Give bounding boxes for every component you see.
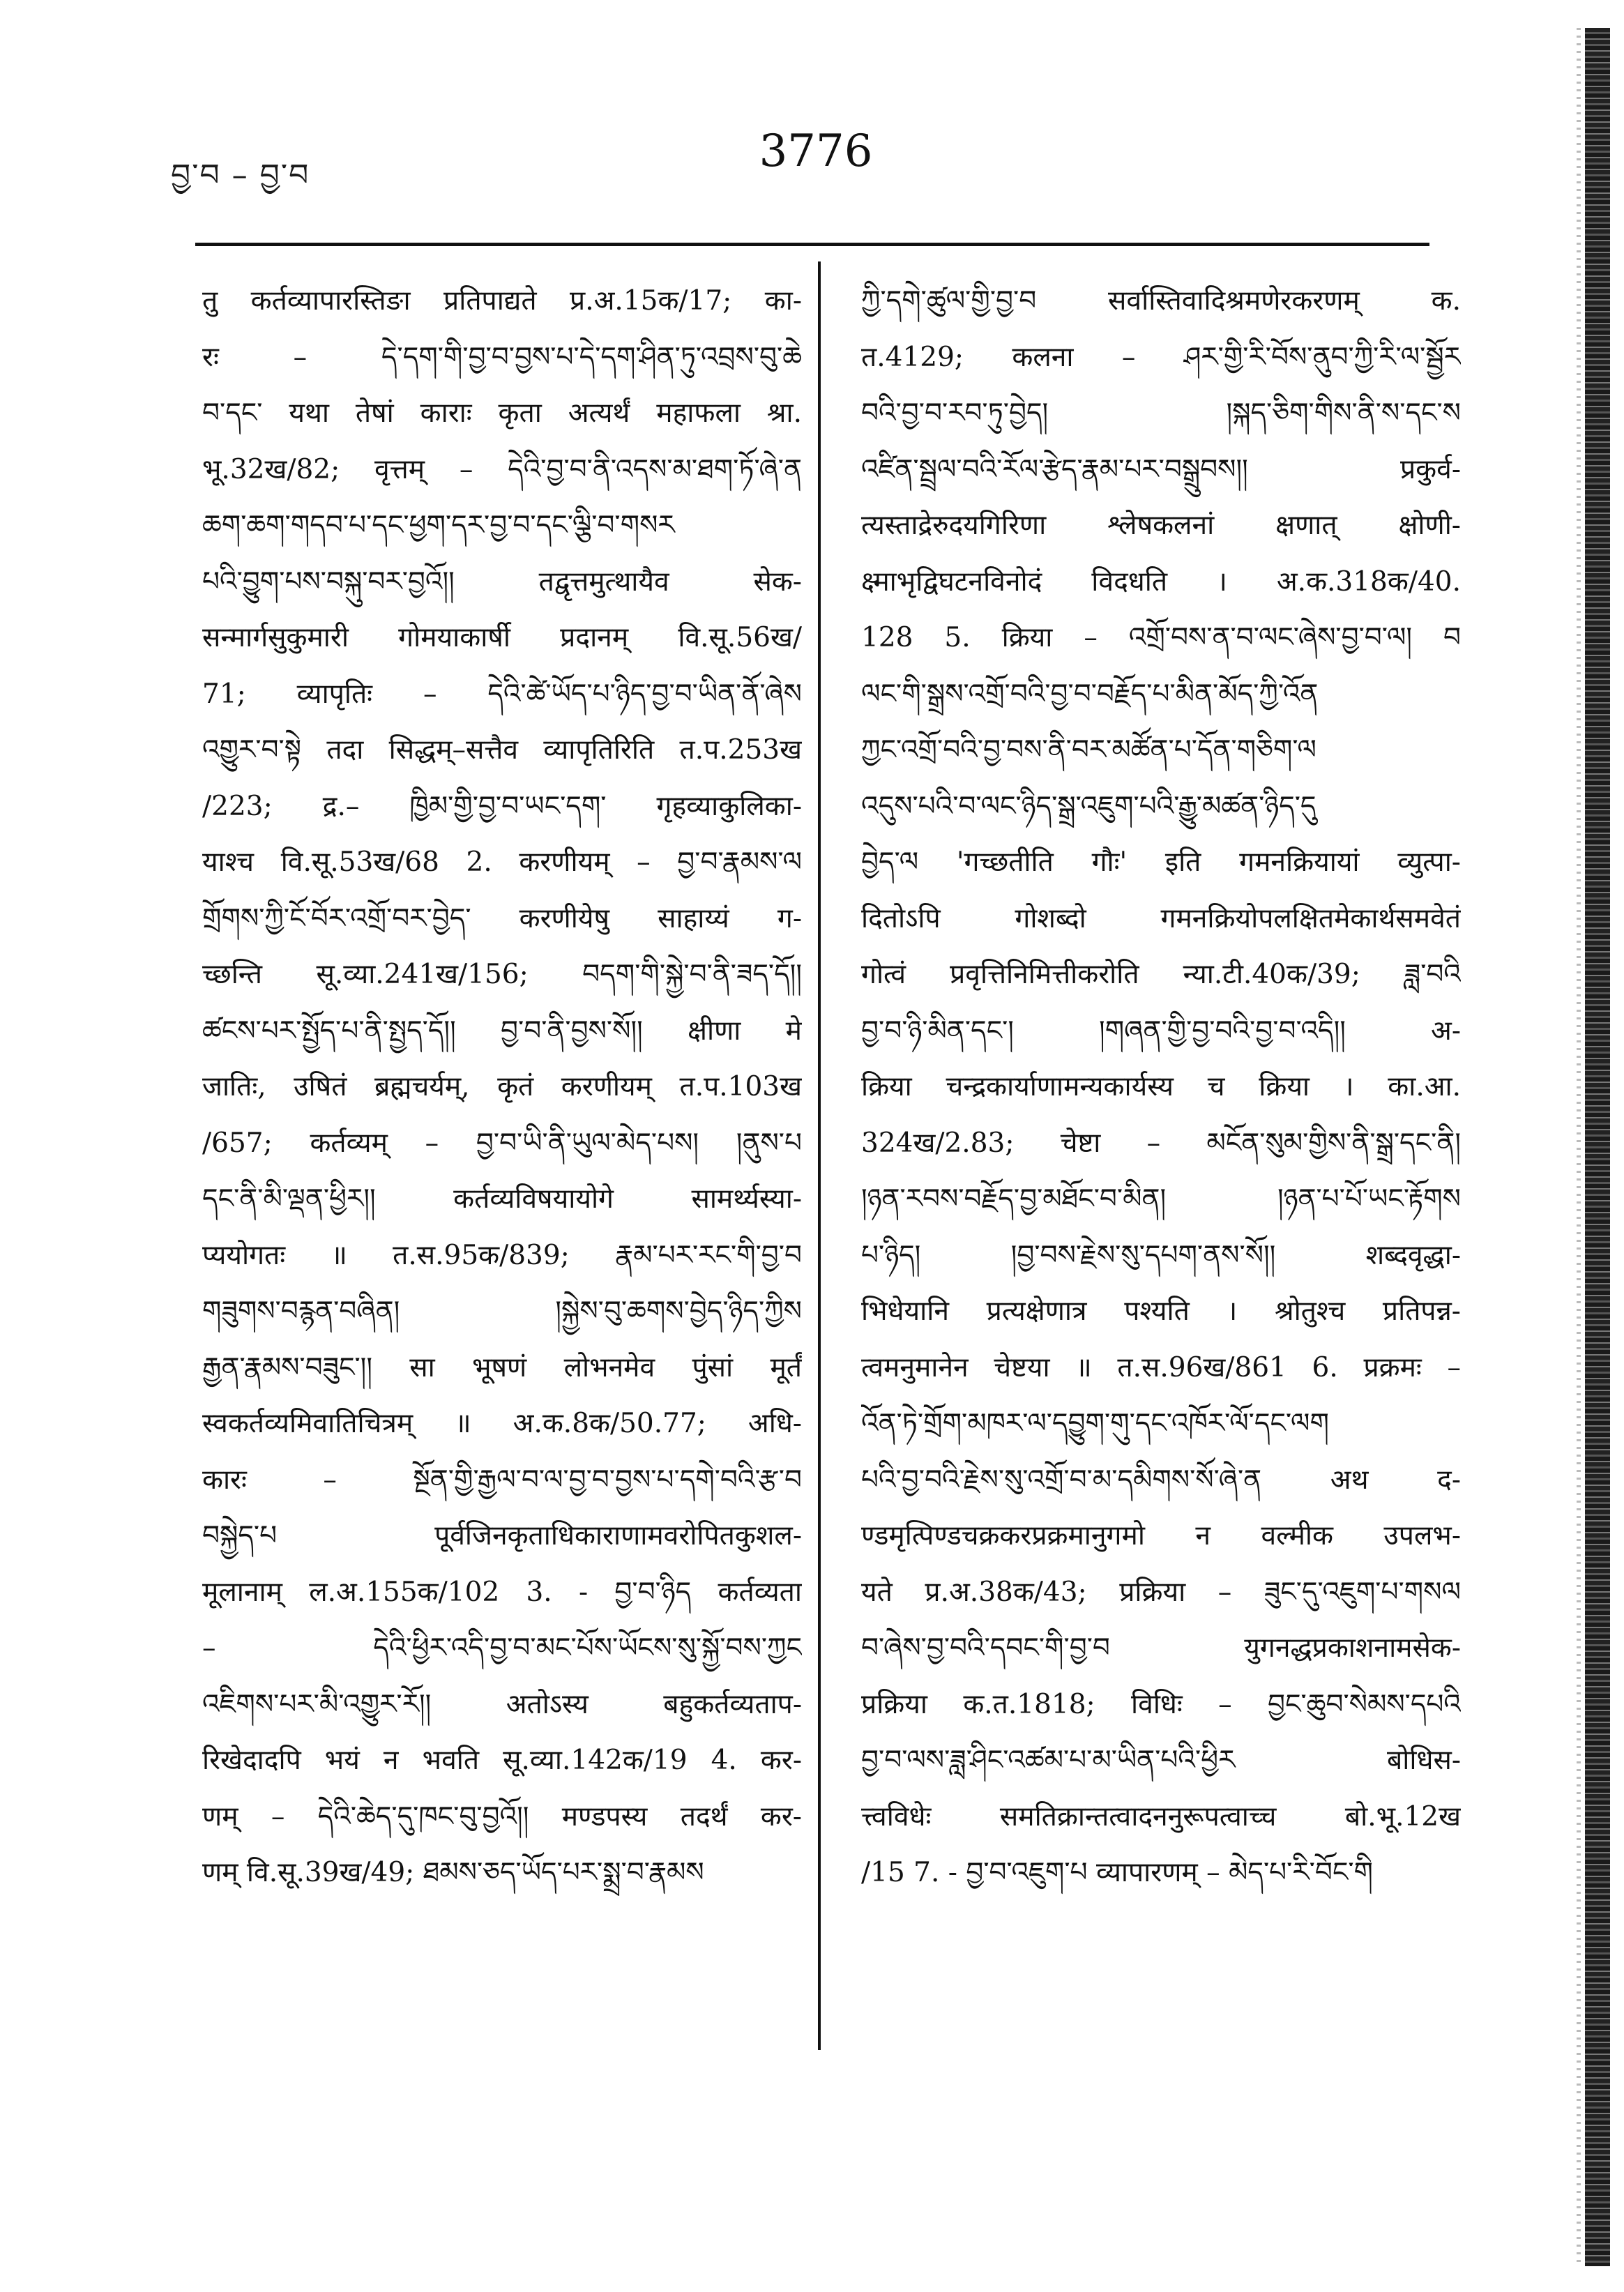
text-line: णम् – དེའི་ཆེད་དུ་ཁང་བུ་བྱའོ།། मण्डपस्य तदर्थं कर-	[202, 1800, 802, 1832]
text-line: རྒྱན་རྣམས་བཟུང་།། सा भूषणं लोभनमेव पुंसां मूर्तं	[202, 1351, 802, 1383]
text-line: 71; व्यापृतिः – དེའི་ཚེ་ཡོད་པ་ཉིད་བྱ་བ་ཡིན་ནོ་ཞེས	[202, 678, 802, 710]
text-line: कारः – སྔོན་གྱི་རྒྱལ་བ་ལ་བྱ་བ་བྱས་པ་དགེ་བའི་རྩ་བ	[202, 1464, 802, 1496]
text-line: प्ययोगतः ॥ त.स.95क/839; རྣམ་པར་རང་གི་བྱ་བ	[202, 1239, 802, 1271]
text-line: त्त्वविधेः समतिक्रान्तत्वादननुरूपत्वाच्च बो.भू.12ख	[861, 1800, 1461, 1832]
text-line: त.4129; कलना – ཤར་གྱི་རི་བོས་ནུབ་ཀྱི་རི་ལ་སྦྱོར	[861, 341, 1461, 373]
text-line: तु कर्तव्यापारस्तिङा प्रतिपाद्यते प्र.अ.15क/17; का-	[202, 285, 802, 317]
text-line: བསྐྱེད་པ पूर्वजिनकृताधिकाराणामवरोपितकुशल-	[202, 1520, 802, 1551]
text-line: त्यस्ताद्रेरुदयगिरिणा श्लेषकलनां क्षणात् क्षोणी-	[861, 510, 1461, 541]
text-line: འཛིན་སྦྲལ་བའི་རོལ་རྩེད་རྣམ་པར་བསྒྲུབས།། प्रकुर्व-	[861, 453, 1461, 485]
text-line: /223; द्र.– ཁྱིམ་གྱི་བྱ་བ་ཡང་དག་ गृहव्याकुलिका-	[202, 790, 802, 822]
text-line: रिखेदादपि भयं न भवति सू.व्या.142क/19 4. कर-	[202, 1745, 802, 1776]
text-line: ཆག་ཆག་གདབ་པ་དང་ཕྱག་དར་བྱ་བ་དང་ལྕི་བ་གསར	[202, 510, 675, 541]
text-line: /657; कर्तव्यम् – བྱ་བ་ཡི་ནི་ཡུལ་མེད་པས། །ནུས་པ	[202, 1127, 802, 1159]
text-line: བྱ་བ་ལས་ཟླ་ཤིང་འཚམ་པ་མ་ཡིན་པའི་ཕྱིར बोधिस-	[861, 1745, 1461, 1776]
scanned-page-edge	[1585, 28, 1610, 2266]
text-line: བ་ཞེས་བྱ་བའི་དབང་གི་བྱ་བ युगनद्धप्रकाशनामसेक-	[861, 1632, 1461, 1664]
text-line: सन्मार्गसुकुमारी गोमयाकार्षी प्रदानम् वि.सू.56ख/	[202, 622, 802, 653]
text-line: བའི་བྱ་བ་རབ་ཏུ་བྱེད། །སྐད་ཅིག་གིས་ནི་ས་དང་ས	[861, 397, 1461, 429]
column-separator	[818, 261, 821, 2050]
header-rule	[195, 243, 1429, 246]
text-line: 128 5. क्रिया – འགྲོ་བས་ན་བ་ལང་ཞེས་བྱ་བ་ལ། བ	[861, 622, 1461, 653]
text-line: स्वकर्तव्यमिवातिचित्रम् ॥ अ.क.8क/50.77; अधि-	[202, 1408, 802, 1439]
text-line: ལང་གི་སྒྲས་འགྲོ་བའི་བྱ་བ་བརྗོད་པ་མིན་མོད་ཀྱི་འོན	[861, 678, 1319, 710]
text-line: གཟུགས་བརྙན་བཞིན། །སྐྱེས་བུ་ཆགས་བྱེད་ཉིད་ཀྱིས	[202, 1296, 802, 1327]
text-line: གྲོགས་ཀྱི་ངོ་བོར་འགྲོ་བར་བྱེད་ करणीयेषु साहाय्यं ग-	[202, 902, 802, 934]
page-number: 3776	[759, 126, 873, 177]
text-line: པའི་བྱ་བའི་རྗེས་སུ་འགྲོ་བ་མ་དམིགས་སོ་ཞེ་ན अथ द-	[861, 1464, 1461, 1496]
text-line: ཀྱི་དགེ་ཚུལ་གྱི་བྱ་བ सर्वास्तिवादिश्रमणेरकरणम् क.	[861, 285, 1461, 317]
text-line: འོན་ཏེ་གྲོག་མཁར་ལ་དབྱུག་གུ་དང་འཁོར་ལོ་དང་ལག	[861, 1408, 1329, 1439]
text-line: भू.32ख/82; वृत्तम् – དེའི་བྱ་བ་ནི་འདས་མ་ཐག་ཏོ་ཞེ་ན	[202, 453, 802, 485]
text-line: मूलानाम् ल.अ.155क/102 3. - བྱ་བ་ཉིད कर्तव्यता	[202, 1576, 802, 1608]
text-line: ཚངས་པར་སྤྱོད་པ་ནི་སྤྱད་དོ།། བྱ་བ་ནི་བྱས་སོ།། क्षीणा मे	[202, 1015, 802, 1047]
text-line: त्वमनुमानेन चेष्टया ॥ त.स.96ख/861 6. प्रक्रमः –	[861, 1351, 1461, 1383]
text-line: པ་ཉིད། །བྱ་བས་རྗེས་སུ་དཔག་ནས་སོ།། शब्दवृद्धा-	[861, 1239, 1461, 1271]
text-line: འཇིགས་པར་མི་འགྱུར་རོ།། अतोऽस्य बहुकर्तव्यताप-	[202, 1688, 802, 1720]
text-line: འགྱུར་བ་སྟེ तदा सिद्धम्–सत्तैव व्यापृतिरिति त.प.253ख	[202, 734, 802, 766]
page-header	[0, 105, 1624, 193]
text-line: रः – དེ་དག་གི་བྱ་བ་བྱས་པ་དེ་དག་ཤིན་ཏུ་འབྲས་བུ་ཆེ	[202, 341, 802, 373]
text-line: བྱ་བ་ཉི་མིན་དང་། །གཞན་གྱི་བྱ་བའི་བྱ་བ་འདི།། अ-	[861, 1015, 1461, 1047]
text-line: དང་ནི་མི་ལྡན་ཕྱིར།། कर्तव्यविषयायोगे सामर्थ्यस्या-	[202, 1183, 802, 1215]
text-line: क्ष्माभृद्विघटनविनोदं विदधति । अ.क.318क/40.	[861, 566, 1461, 598]
text-line: प्रक्रिया क.त.1818; विधिः – བྱང་ཆུབ་སེམས་དཔའི	[861, 1688, 1461, 1720]
running-head: བྱ་བ – བྱ་བ	[171, 158, 310, 193]
text-line: च्छन्ति सू.व्या.241ख/156; བདག་གི་སྐྱེ་བ་ནི་ཟད་དོ།།	[202, 959, 802, 990]
right-column	[861, 273, 1461, 2058]
text-line: ཀྱང་འགྲོ་བའི་བྱ་བས་ནི་བར་མཚོན་པ་དོན་གཅིག་ལ	[861, 734, 1316, 766]
text-line: བ་དང་ यथा तेषां काराः कृता अत्यर्थं महाफला श्रा.	[202, 397, 802, 429]
text-line: 324ख/2.83; चेष्टा – མངོན་སུམ་གྱིས་ནི་སྒྲ་དང་ནི།	[861, 1127, 1461, 1159]
scanned-page-edge-shadow	[1577, 28, 1581, 2266]
text-line: /15 7. - བྱ་བ་འཇུག་པ व्यापारणम् – མེད་པ་རི་བོང་གི	[861, 1857, 1374, 1888]
left-column	[202, 273, 802, 2058]
text-line: दितोऽपि गोशब्दो गमनक्रियोपलक्षितमेकार्थसमवेतं	[861, 902, 1461, 934]
text-line: །ཉན་རབས་བརྗོད་བྱ་མཐོང་བ་མིན། །ཉན་པ་པོ་ཡང་རྟོགས	[861, 1183, 1461, 1215]
text-line: འདུས་པའི་བ་ལང་ཉིད་སྒྲ་འཇུག་པའི་རྒྱུ་མཚན་ཉིད་དུ	[861, 790, 1316, 822]
text-line: गोत्वं प्रवृत्तिनिमित्तीकरोति न्या.टी.40क/39; ཟླ་བའི	[861, 959, 1461, 990]
text-line: याश्च वि.सू.53ख/68 2. करणीयम् – བྱ་བ་རྣམས་ལ	[202, 847, 802, 878]
text-line: པའི་བྱུག་པས་བསྐུ་བར་བྱའོ།། तद्वृत्तमुत्थायैव सेक-	[202, 566, 802, 598]
text-line: णम् वि.सू.39ख/49; ཐམས་ཅད་ཡོད་པར་སྨྲ་བ་རྣམས	[202, 1857, 704, 1888]
text-line: यते प्र.अ.38क/43; प्रक्रिया – ཟུང་དུ་འཇུག་པ་གསལ	[861, 1576, 1461, 1608]
text-line: जातिः, उषितं ब्रह्मचर्यम्, कृतं करणीयम् त.प.103ख	[202, 1071, 802, 1102]
text-line: क्रिया चन्द्रकार्याणामन्यकार्यस्य च क्रिया । का.आ.	[861, 1071, 1461, 1102]
text-line: ण्डमृत्पिण्डचक्रकरप्रक्रमानुगमो न वल्मीक उपलभ-	[861, 1520, 1461, 1551]
text-line: – དེའི་ཕྱིར་འདི་བྱ་བ་མང་པོས་ཡོངས་སུ་སྐྱོ་བས་ཀྱང	[202, 1632, 802, 1664]
text-line: भिधेयानि प्रत्यक्षेणात्र पश्यति । श्रोतुश्च प्रतिपन्न-	[861, 1296, 1461, 1327]
text-line: བྱེད་ལ 'गच्छतीति गौः' इति गमनक्रियायां व्युत्पा-	[861, 847, 1461, 878]
